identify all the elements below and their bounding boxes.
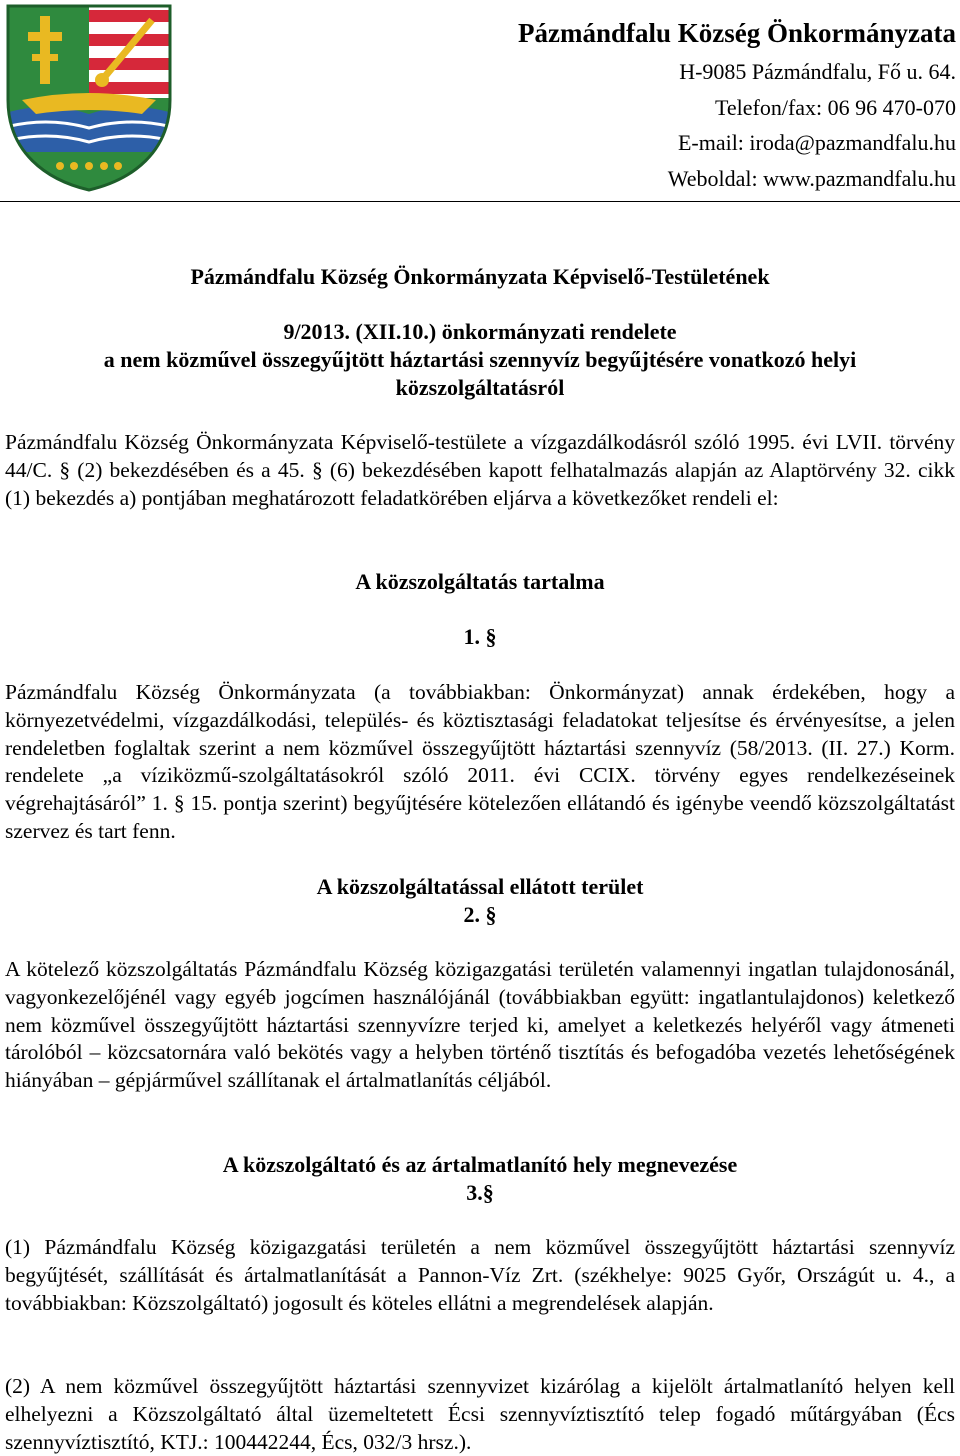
letterhead	[518, 16, 956, 196]
section-3-paragraph-2: (2) A nem közművel összegyűjtött háztartási szennyvizet kizárólag a kijelölt ártalmatlanító helyen kell elhelyezni a Közszolgáltató által üzemeltetett Écsi szennyvíztisztító telep fogadó műtárgyában (Écs szennyvíztisztító, KTJ.: 100442244, Écs, 032/3 hrsz.).	[5, 1374, 955, 1454]
section-2-paragraph: A kötelező közszolgáltatás Pázmándfalu Község közigazgatási területén valamennyi ingatlan tulajdonosánál, vagyonkezelőjénél vagy egyéb jogcímen használójánál (továbbiakban együtt: ingatlantulajdonos) keletkező nem közművel összegyűjtött háztartási szennyvízre terjed ki, amelyet a keletkezés helyéről vagy átmeneti tárolóból – közcsatornára való bekötés vagy a helyben történő tisztítás és befogadóba vezetés lehetőségének hiányában – gépjárművel szállítanak el ártalmatlanítás céljából.	[5, 957, 955, 1093]
address-line: H-9085 Pázmándfalu, Fő u. 64.	[679, 59, 956, 84]
section-1-number: 1. §	[463, 624, 497, 649]
section-3-heading: A közszolgáltató és az ártalmatlanító hely megnevezése	[222, 1152, 738, 1177]
section-1-paragraph: Pázmándfalu Község Önkormányzata (a továbbiakban: Önkormányzat) annak érdekében, hogy a környezetvédelmi, vízgazdálkodási, település- és köztisztasági feladatokat teljesítse és érvényesítse, a jelen rendeletben foglaltak szerint a nem közművel összegyűjtött háztartási szennyvíz (58/2013. (II. 27.) Korm. rendelete „a víziközmű-szolgáltatásokról szóló 2011. évi CCIX. törvény egyes rendelkezéseinek végrehajtásáról” 1. § 15. pontja szerint) begyűjtésére kötelezően ellátandó és igénybe veendő közszolgáltatást szervez és tart fenn.	[5, 680, 955, 843]
section-2-number: 2. §	[463, 902, 497, 927]
decree-issuer: Pázmándfalu Község Önkormányzata Képviselő-Testületének	[190, 264, 770, 289]
decree-subject-line-2: közszolgáltatásról	[395, 375, 565, 400]
decree-subject-line-1: a nem közművel összegyűjtött háztartási szennyvíz begyűjtésére vonatkozó helyi	[103, 347, 857, 372]
header-divider	[0, 201, 960, 202]
organization-name: Pázmándfalu Község Önkormányzata	[518, 18, 956, 48]
coat-of-arms-crest	[2, 2, 176, 192]
phone-line: Telefon/fax: 06 96 470-070	[714, 94, 956, 120]
decree-number: 9/2013. (XII.10.) önkormányzati rendelete	[283, 319, 677, 344]
preamble-paragraph: Pázmándfalu Község Önkormányzata Képviselő-testülete a vízgazdálkodásról szóló 1995. évi LVII. törvény 44/C. § (2) bekezdésében és a 45. § (6) bekezdésében kapott felhatalmazás alapján az Alaptörvény 32. cikk (1) bekezdés a) pontjában meghatározott feladatkörében eljárva a következőket rendeli el:	[5, 430, 955, 510]
email-line: E-mail: iroda@pazmandfalu.hu	[677, 130, 956, 155]
website-line: Weboldal: www.pazmandfalu.hu	[667, 165, 956, 191]
section-1-heading: A közszolgáltatás tartalma	[355, 569, 605, 594]
section-3-number: 3.§	[466, 1180, 494, 1205]
section-2-heading: A közszolgáltatással ellátott terület	[316, 874, 644, 899]
section-3-paragraph-1: (1) Pázmándfalu Község közigazgatási területén a nem közművel összegyűjtött háztartási szennyvíz begyűjtését, szállítását és ártalmatlanítását a Pannon-Víz Zrt. (székhelye: 9025 Győr, Országút u. 4., a továbbiakban: Közszolgáltató) jogosult és köteles ellátni a megrendelések alapján.	[5, 1235, 955, 1315]
